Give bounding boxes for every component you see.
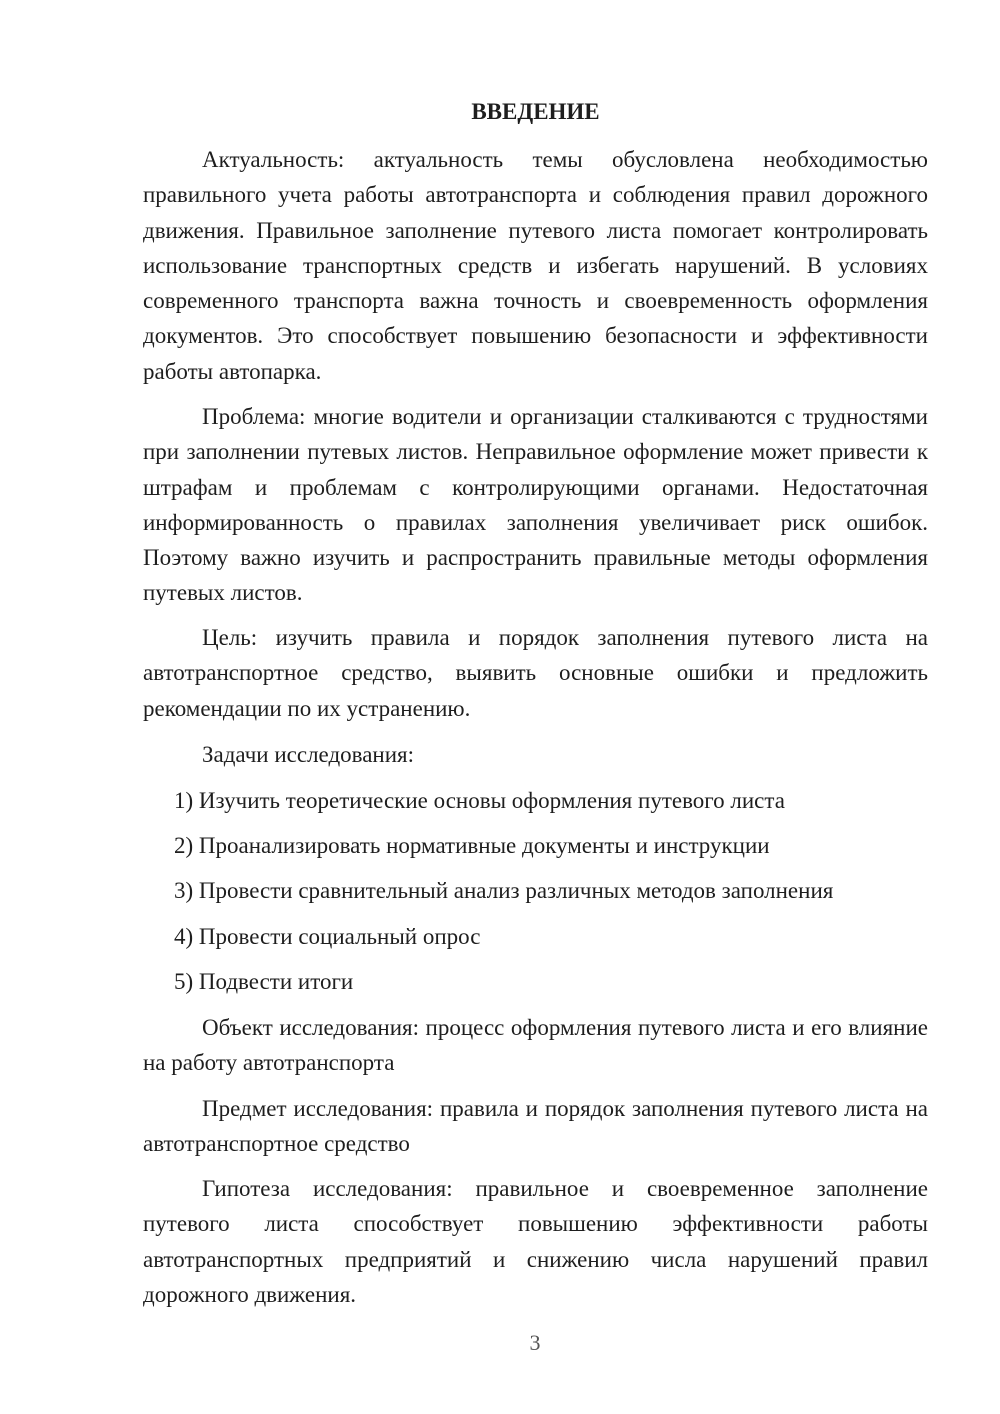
object-paragraph: Объект исследования: процесс оформления путевого листа и его влияние на работу автотранспорта — [143, 1015, 928, 1076]
hypothesis-paragraph: Гипотеза исследования: правильное и своевременное заполнение путевого листа способствует повышению эффективности работы автотранспортных предприятий и снижению числа нарушений правил дорожного движения. — [143, 1176, 928, 1307]
object-section — [143, 1010, 928, 1081]
relevance-section — [143, 142, 928, 389]
subject-section — [143, 1091, 928, 1162]
hypothesis-section — [143, 1171, 928, 1312]
relevance-paragraph: Актуальность: актуальность темы обусловлена необходимостью правильного учета работы автотранспорта и соблюдения правил дорожного движения. Правильное заполнение путевого листа помогает контролировать использование транспортных средств и избегать нарушений. В условиях современного транспорта важна точность и своевременность оформления документов. Это способствует повышению безопасности и эффективности работы автопарка. — [143, 147, 928, 384]
page-title: ВВЕДЕНИЕ — [471, 99, 600, 124]
goal-paragraph: Цель: изучить правила и порядок заполнения путевого листа на автотранспортное средство, выявить основные ошибки и предложить рекомендации по их устранению. — [143, 625, 928, 721]
subject-paragraph: Предмет исследования: правила и порядок заполнения путевого листа на автотранспортное средство — [143, 1096, 928, 1157]
problem-paragraph: Проблема: многие водители и организации сталкиваются с трудностями при заполнении путевых листов. Неправильное оформление может привести к штрафам и проблемам с контролирующими органами. Недостаточная информированность о правилах заполнения увеличивает риск ошибок. Поэтому важно изучить и распространить правильные методы оформления путевых листов. — [143, 404, 928, 606]
tasks-heading: Задачи исследования: — [202, 742, 415, 767]
tasks-heading-section — [143, 737, 928, 772]
task-item: 2) Проанализировать нормативные документы и инструкции — [174, 833, 770, 858]
task-item: 5) Подвести итоги — [174, 969, 354, 994]
problem-section — [143, 399, 928, 611]
task-item: 3) Провести сравнительный анализ различных методов заполнения — [174, 878, 834, 903]
task-item: 1) Изучить теоретические основы оформления путевого листа — [174, 788, 785, 813]
goal-section — [143, 620, 928, 726]
page-number: 3 — [529, 1330, 541, 1355]
task-item: 4) Провести социальный опрос — [174, 924, 481, 949]
